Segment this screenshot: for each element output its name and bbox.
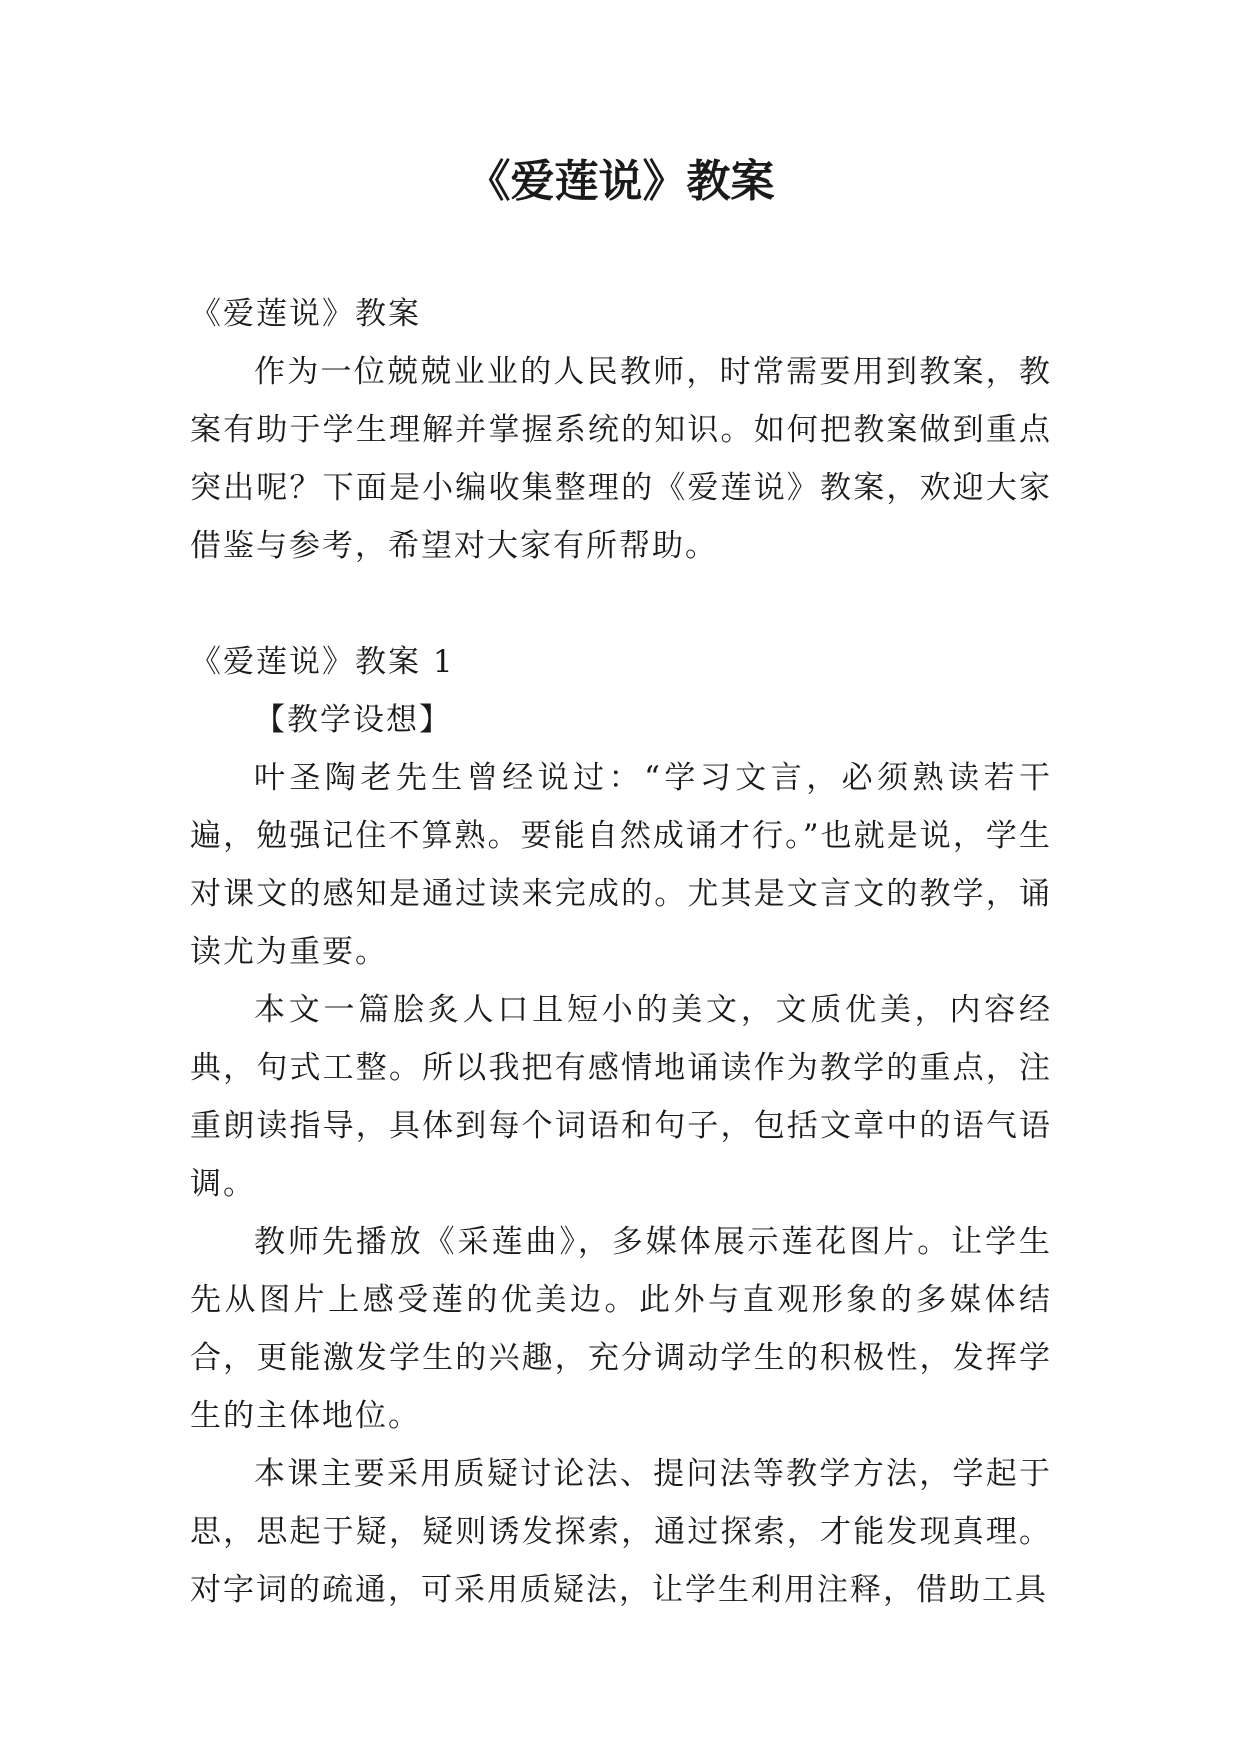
document-subtitle: 《爱莲说》教案	[190, 296, 421, 332]
body-paragraph-2: 本文一篇脍炙人口且短小的美文，文质优美，内容经典，句式工整。所以我把有感情地诵读作为教学的重点，注重朗读指导，具体到每个词语和句子，包括文章中的语气语调。	[190, 992, 1052, 1202]
document-body	[190, 285, 1052, 1619]
section-title: 《爱莲说》教案 1	[190, 644, 455, 680]
body-paragraph-3: 教师先播放《采莲曲》，多媒体展示莲花图片。让学生先从图片上感受莲的优美边。此外与直观形象的多媒体结合，更能激发学生的兴趣，充分调动学生的积极性，发挥学生的主体地位。	[190, 1224, 1052, 1434]
section-heading: 【教学设想】	[254, 702, 452, 738]
body-paragraph-4: 本课主要采用质疑讨论法、提问法等教学方法，学起于思，思起于疑，疑则诱发探索，通过探索，才能发现真理。对字词的疏通，可采用质疑法，让学生利用注释，借助工具	[190, 1456, 1052, 1608]
document-title: 《爱莲说》教案	[466, 156, 775, 207]
intro-paragraph: 作为一位兢兢业业的人民教师，时常需要用到教案，教案有助于学生理解并掌握系统的知识。如何把教案做到重点突出呢？下面是小编收集整理的《爱莲说》教案，欢迎大家借鉴与参考，希望对大家有所帮助。	[190, 354, 1052, 564]
body-paragraph-1: 叶圣陶老先生曾经说过：“学习文言，必须熟读若干遍，勉强记住不算熟。要能自然成诵才行。”也就是说，学生对课文的感知是通过读来完成的。尤其是文言文的教学，诵读尤为重要。	[190, 760, 1052, 970]
section-spacer	[190, 575, 1052, 633]
